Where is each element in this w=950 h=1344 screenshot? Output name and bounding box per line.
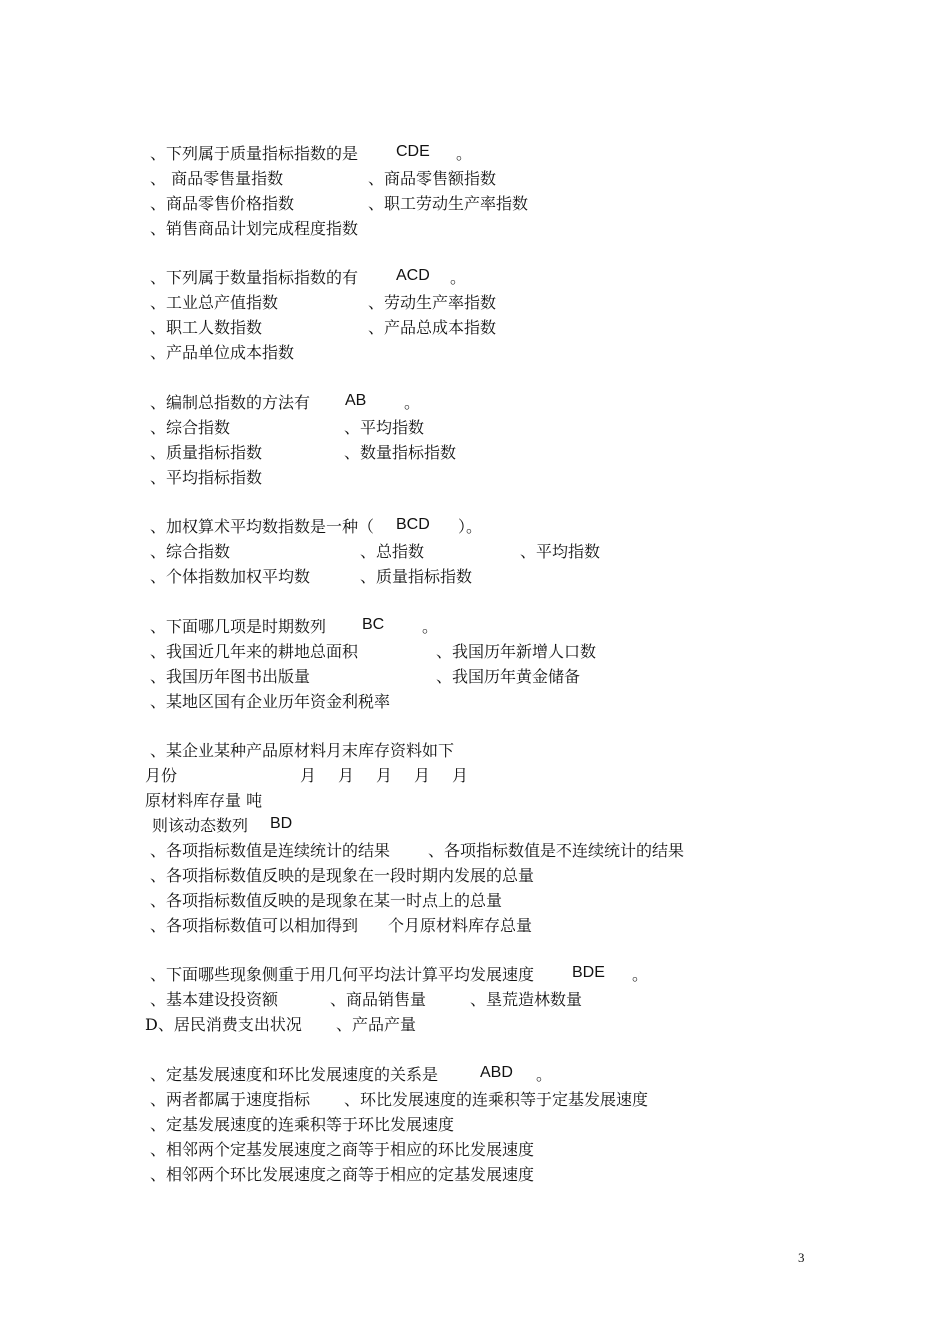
option: 个月原材料库存总量 [388,916,533,935]
option: 、 商品零售量指数 [150,169,284,188]
option: 、平均指数 [520,542,601,561]
answer-key: ABD [480,1064,513,1081]
option: 、垦荒造林数量 [470,990,583,1009]
month-cell: 月 [338,766,355,785]
option: 、产品产量 [336,1015,417,1034]
option: 、职工人数指数 [150,318,263,337]
answer-key: BD [270,815,293,832]
option: 、产品单位成本指数 [150,343,295,362]
option: 、综合指数 [150,418,231,437]
option: 、我国近几年来的耕地总面积 [150,642,359,661]
option: 、定基发展速度的连乘积等于环比发展速度 [150,1115,455,1134]
option: 、劳动生产率指数 [368,293,497,312]
question-tail: 。 [536,1065,553,1084]
answer-key: ACD [396,267,430,284]
month-cell: 月 [452,766,469,785]
option: 、环比发展速度的连乘积等于定基发展速度 [344,1090,649,1109]
option: 、两者都属于速度指标 [150,1090,311,1109]
option: 、各项指标数值反映的是现象在某一时点上的总量 [150,891,503,910]
question-stem: 、编制总指数的方法有 [150,393,311,412]
month-cell: 月 [376,766,393,785]
question-stem: 、定基发展速度和环比发展速度的关系是 [150,1065,439,1084]
option: 、相邻两个环比发展速度之商等于相应的定基发展速度 [150,1165,535,1184]
question-stem: 、下面哪些现象侧重于用几何平均法计算平均发展速度 [150,965,535,984]
question-stem: 、下列属于数量指标指数的有 [150,268,359,287]
option: D、居民消费支出状况 [145,1015,302,1034]
question-tail: ）。 [458,517,483,536]
question-tail: 。 [422,617,439,636]
answer-key: AB [345,392,367,409]
option: 、基本建设投资额 [150,990,279,1009]
question-stem: 、加权算术平均数指数是一种（ [150,517,375,536]
month-cell: 月 [300,766,317,785]
option: 、平均指数 [344,418,425,437]
table-row-label: 月份 [145,766,178,785]
question-stem: 、下面哪几项是时期数列 [150,617,327,636]
option: 、工业总产值指数 [150,293,279,312]
page-number: 3 [798,1250,805,1265]
option: 、商品零售额指数 [368,169,497,188]
answer-key: BDE [572,964,605,981]
option: 、质量指标指数 [360,567,473,586]
option: 、质量指标指数 [150,443,263,462]
option: 、销售商品计划完成程度指数 [150,219,359,238]
option: 、个体指数加权平均数 [150,567,311,586]
option: 、相邻两个定基发展速度之商等于相应的环比发展速度 [150,1140,535,1159]
question-tail: 。 [450,268,467,287]
answer-key: BCD [396,516,430,533]
option: 、职工劳动生产率指数 [368,194,529,213]
option: 、数量指标指数 [344,443,457,462]
question-stem: 、某企业某种产品原材料月末库存资料如下 [150,741,455,760]
question-tail: 。 [632,965,649,984]
option: 、产品总成本指数 [368,318,497,337]
question-tail: 。 [404,393,421,412]
option: 、商品零售价格指数 [150,194,295,213]
option: 、我国历年黄金储备 [436,667,581,686]
question-stem: 、下列属于质量指标指数的是 [150,144,359,163]
option: 、我国历年图书出版量 [150,667,311,686]
option: 、各项指标数值是连续统计的结果 [150,841,391,860]
option: 、商品销售量 [330,990,427,1009]
question-tail: 。 [456,144,473,163]
option: 、我国历年新增人口数 [436,642,597,661]
answer-key: CDE [396,143,430,160]
table-row-label: 原材料库存量 吨 [145,791,263,810]
option: 、某地区国有企业历年资金利税率 [150,692,391,711]
question-sub-stem: 则该动态数列 [152,816,249,835]
option: 、平均指标指数 [150,468,263,487]
option: 、总指数 [360,542,425,561]
option: 、各项指标数值可以相加得到 [150,916,359,935]
option: 、综合指数 [150,542,231,561]
option: 、各项指标数值是不连续统计的结果 [428,841,685,860]
month-cell: 月 [414,766,431,785]
option: 、各项指标数值反映的是现象在一段时期内发展的总量 [150,866,535,885]
answer-key: BC [362,616,385,633]
